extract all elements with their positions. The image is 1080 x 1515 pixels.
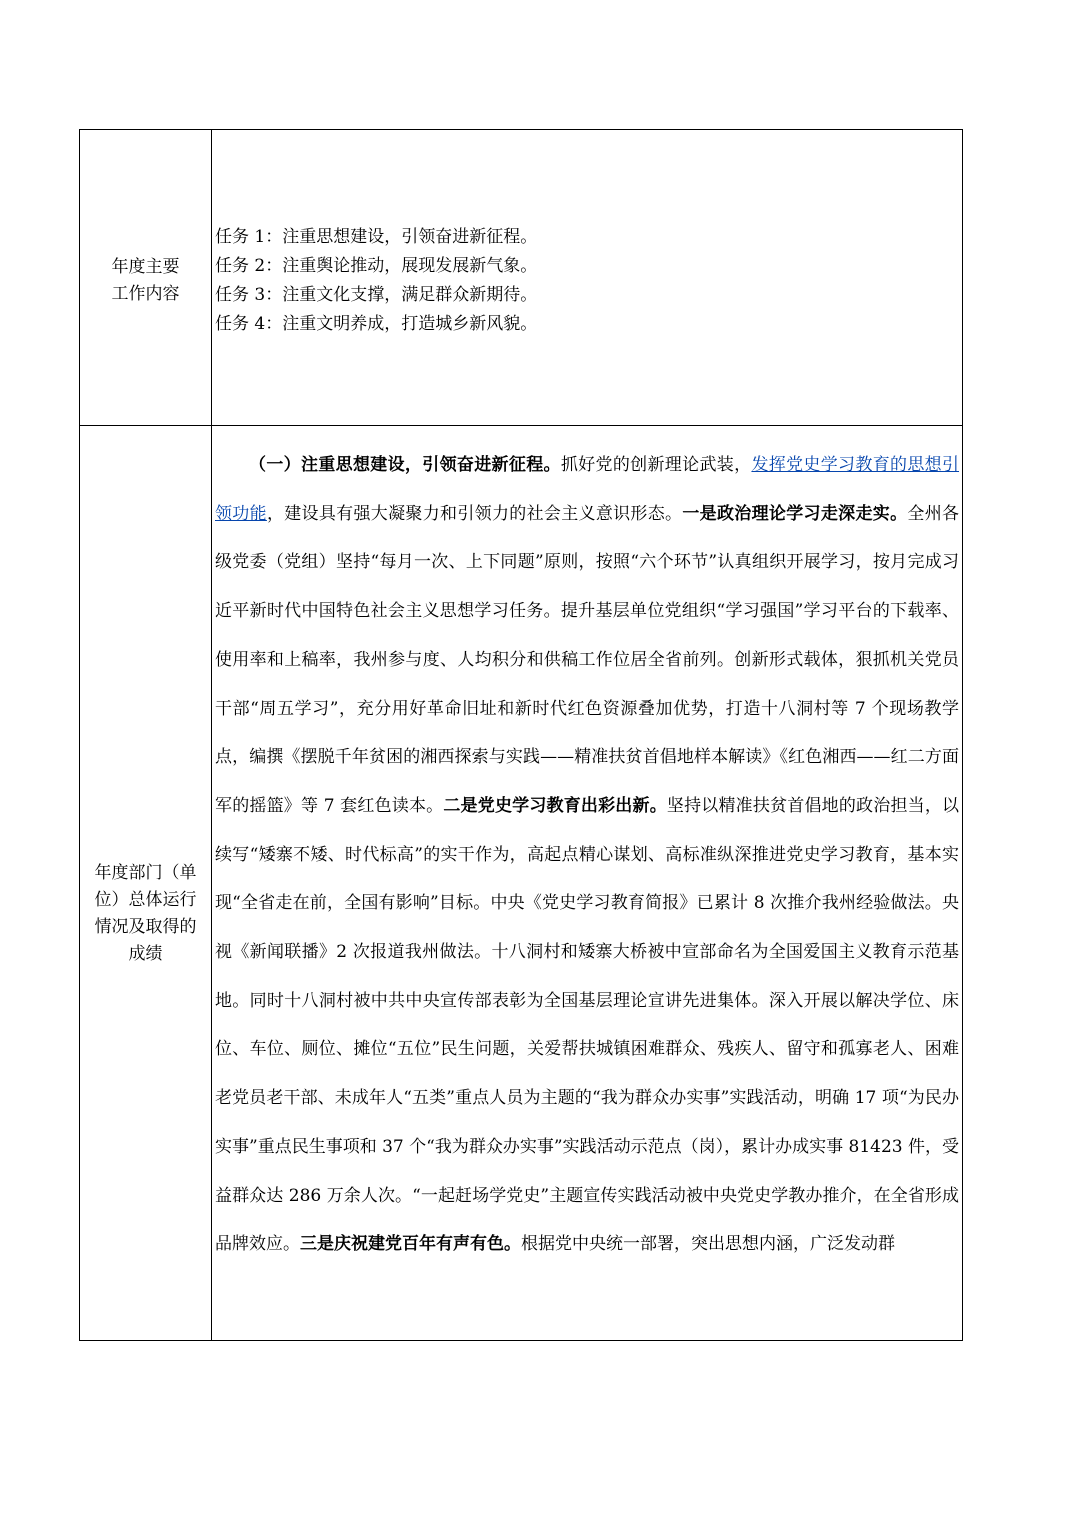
body-text: ，建设具有强大凝聚力和引领力的社会主义意识形态。 [266,503,683,524]
task-item: 任务 2：注重舆论推动，展现发展新气象。 [215,256,538,276]
point-heading: 三是庆祝建党百年有声有色。 [300,1234,521,1255]
row-label-line: 工作内容 [111,284,180,304]
body-text: 全州各级党委（党组）坚持“每月一次、上下同题”原则，按照“六个环节”认真组织开展学习，按月完成习近平新时代中国特色社会主义思想学习任务。提升基层单位党组织“学习强国”学习平台的下载率、使用率和上稿率，我州参与度、人均积分和供稿工作位居全省前列。创新形式载体，狠抓机关党员干部“周五学习”，充分用好革命旧址和新时代红色资源叠加优势，打造十八洞村等 7 个现场教学点，编撰《摆脱千年贫困的湘西探索与实践——精准扶贫首倡地样本解读》《红色湘西——红二方面军的摇篮》等 7 套红色读本。 [215,503,960,816]
task-item: 任务 3：注重文化支撑，满足群众新期待。 [215,285,538,305]
body-text: 根据党中央统一部署，突出思想内涵，广泛发动群 [521,1234,895,1255]
row-label-line: 成绩 [128,944,163,964]
body-text: 抓好党的创新理论武装， [560,455,752,475]
performance-text [215,441,959,1269]
section-heading: （一）注重思想建设，引领奋进新征程。 [249,455,561,475]
row-label-main-work [80,254,211,308]
row-divider [80,425,962,426]
row-label-line: 位）总体运行 [94,890,197,910]
point-heading: 二是党史学习教育出彩出新。 [443,795,667,816]
row-label-overall-performance [80,860,211,968]
task-item: 任务 1：注重思想建设，引领奋进新征程。 [215,227,538,247]
task-item: 任务 4：注重文明养成，打造城乡新风貌。 [215,314,538,334]
row-label-line: 年度部门（单 [94,863,197,883]
row-label-line: 年度主要 [111,257,180,277]
hyperlink[interactable]: 发挥党史学习教育的思想引领功能 [215,455,960,524]
body-text: 坚持以精准扶贫首倡地的政治担当，以续写“矮寨不矮、时代标高”的实干作为，高起点精心谋划、高标准纵深推进党史学习教育，基本实现“全省走在前，全国有影响”目标。中央《党史学习教育简报》已累计 8 次推介我州经验做法。央视《新闻联播》2 次报道我州做法。十八洞村和矮寨大桥被中宣部命名为全国爱国主义教育示范基地。同时十八洞村被中共中央宣传部表彰为全国基层理论宣讲先进集体。深入开展以解决学位、床位、车位、厕位、摊位“五位”民生问题，关爱帮扶城镇困难群众、残疾人、留守和孤寡老人、困难老党员老干部、未成年人“五类”重点人员为主题的“我为群众办实事”实践活动，明确 17 项“为民办实事”重点民生事项和 37 个“我为群众办实事”实践活动示范点（岗），累计办成实事 81423 件，受益群众达 286 万余人次。“一起赶场学党史”主题宣传实践活动被中央党史学教办推介，在全省形成品牌效应。 [215,795,960,1255]
column-divider [211,130,212,1340]
row-label-line: 情况及取得的 [94,917,197,937]
report-table [79,129,963,1341]
task-list [215,223,955,339]
point-heading: 一是政治理论学习走深走实。 [682,503,908,524]
